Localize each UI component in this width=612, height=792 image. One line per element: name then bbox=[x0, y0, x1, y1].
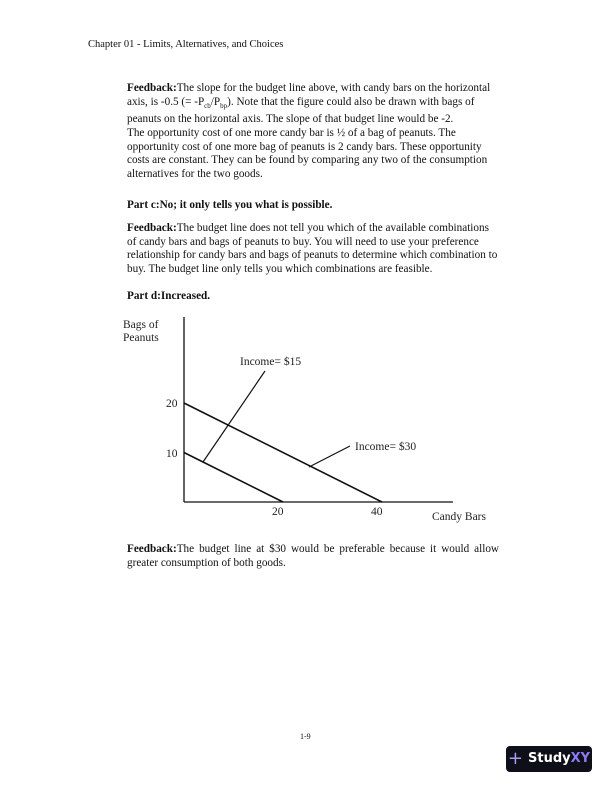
label-income-30: Income= $30 bbox=[355, 441, 417, 453]
page-header: Chapter 01 - Limits, Alternatives, and Choices bbox=[88, 39, 284, 50]
plus-icon: + bbox=[507, 748, 524, 770]
x-axis-label: Candy Bars bbox=[432, 511, 486, 523]
leader-line-30 bbox=[309, 446, 350, 467]
part-c: Part c:No; it only tells you what is possible. bbox=[127, 199, 333, 211]
page-number: 1-9 bbox=[300, 732, 311, 741]
opportunity-cost-text: The opportunity cost of one more candy bar is ½ of a bag of peanuts. The opportunity cost of one more bag of peanuts is 2 candy bars. These opportunity costs are constant. They can be found by comparing any two of the consumption alternatives for the two goods. bbox=[127, 127, 488, 180]
part-d: Part d:Increased. bbox=[127, 290, 211, 302]
budget-line-15 bbox=[184, 453, 283, 503]
studyxy-logo bbox=[506, 746, 592, 772]
logo-study: Study bbox=[528, 751, 571, 767]
y-axis-label-line2: Peanuts bbox=[123, 332, 159, 344]
x-tick-20: 20 bbox=[272, 506, 284, 518]
label-income-15: Income= $15 bbox=[240, 356, 302, 368]
logo-xy: XY bbox=[570, 751, 591, 767]
y-tick-10: 10 bbox=[166, 448, 178, 460]
y-tick-20: 20 bbox=[166, 398, 178, 410]
y-axis-label-line1: Bags of bbox=[123, 319, 159, 331]
feedback-slope: Feedback:The slope for the budget line above, with candy bars on the horizontal axis, is -0.5 (= $-P_{cb}/P_{bp}$). Note that the figure could also be drawn with bags of peanuts on the horizontal axis. The slope of that budget line would be -2. bbox=[127, 82, 491, 126]
x-tick-40: 40 bbox=[371, 506, 383, 518]
feedback-preferable: Feedback:The budget line at $30 would be preferable because it would allow greater consumption of both goods. bbox=[127, 543, 499, 569]
feedback-budget-line: Feedback:The budget line does not tell you which of the available combinations of candy bars and bags of peanuts to buy. You will need to use your preference relationship for candy bars and bags of peanuts to determine which combination to buy. The budget line only tells you which combinations are feasible. bbox=[127, 222, 498, 275]
budget-line-30 bbox=[184, 403, 382, 502]
